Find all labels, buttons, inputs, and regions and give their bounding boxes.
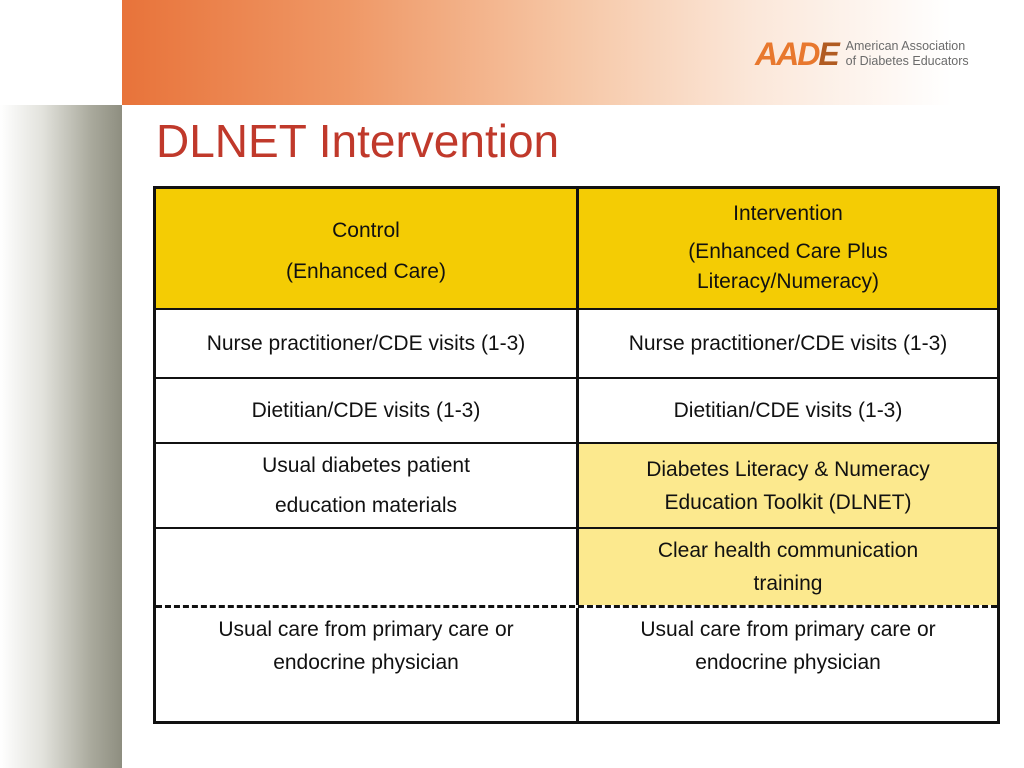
left-gradient-band [0, 105, 122, 768]
cell-text-line-1: Usual diabetes patient [262, 454, 470, 477]
cell-text: Dietitian/CDE visits (1-3) [251, 399, 481, 422]
table-cell [156, 379, 579, 442]
header-intervention-line-3: Literacy/Numeracy) [696, 270, 880, 293]
table-header-row [156, 189, 997, 308]
cell-text: Nurse practitioner/CDE visits (1-3) [206, 332, 526, 355]
cell-text-line-1: Usual care from primary care or [218, 618, 514, 641]
logo-line-2: of Diabetes Educators [845, 54, 969, 68]
table-cell [156, 444, 579, 527]
aade-logo-text [846, 39, 969, 69]
header-intervention-line-1: Intervention [733, 202, 843, 225]
header-control-line-2: (Enhanced Care) [286, 259, 446, 283]
table-cell [579, 310, 997, 377]
cell-text-line-2: endocrine physician [273, 651, 459, 674]
table-row [156, 608, 997, 721]
table-row [156, 444, 997, 527]
cell-text: Dietitian/CDE visits (1-3) [673, 399, 903, 422]
cell-text-line-1: Usual care from primary care or [640, 618, 936, 641]
table-cell-empty [156, 529, 579, 605]
header-intervention-cell [579, 189, 997, 308]
cell-text-line-2: Education Toolkit (DLNET) [664, 490, 912, 514]
comparison-table [153, 186, 1000, 724]
cell-text: Nurse practitioner/CDE visits (1-3) [628, 332, 948, 355]
cell-text-line-1: Diabetes Literacy & Numeracy [646, 457, 930, 481]
cell-text-line-2: endocrine physician [695, 651, 881, 674]
table-row [156, 379, 997, 442]
cell-text-line-2: training [753, 572, 823, 595]
logo-line-1: American Association [845, 39, 966, 53]
table-row [156, 529, 997, 605]
cell-text-line-1: Clear health communication [657, 539, 919, 562]
header-control-cell [156, 189, 579, 308]
table-cell [579, 608, 997, 721]
highlight-cell-dlnet [579, 444, 997, 527]
aade-logo-mark: AADE [755, 35, 838, 72]
table-cell [156, 310, 579, 377]
highlight-cell-training [579, 529, 997, 605]
aade-logo [755, 34, 995, 74]
header-control-line-1: Control [332, 218, 400, 242]
table-row [156, 310, 997, 377]
slide-title: DLNET Intervention [156, 115, 560, 167]
header-intervention-line-2: (Enhanced Care Plus [688, 240, 888, 263]
cell-text-line-2: education materials [274, 494, 458, 517]
table-cell [579, 379, 997, 442]
table-cell [156, 608, 579, 721]
